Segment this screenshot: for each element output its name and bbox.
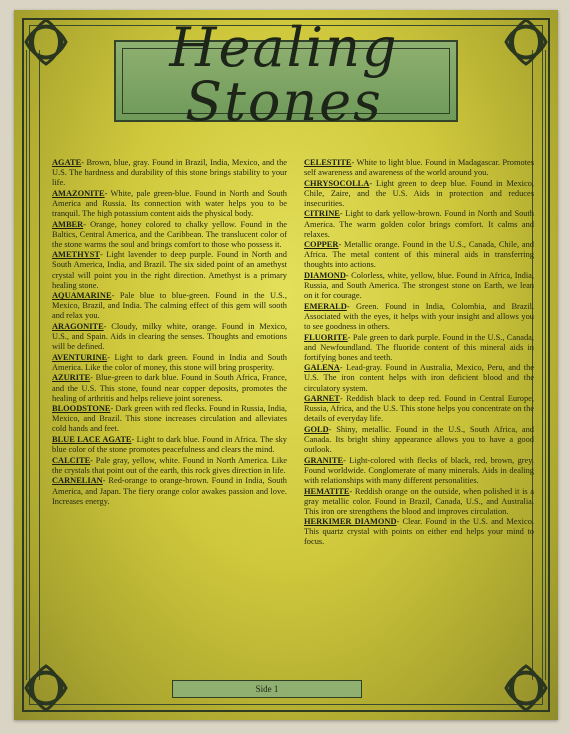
stone-name: GARNET [304,394,340,404]
stone-entry [52,435,287,455]
stone-description: - Cloudy, milky white, orange. Found in Mexico, U.S., and Spain. Aids in clearing the senses. Thoughts and emotions will be defined. [52,322,287,352]
stone-name: BLOODSTONE [52,404,111,414]
stone-entry [304,456,534,486]
stone-entry [52,189,287,219]
stone-description: - Lead-gray. Found in Australia, Mexico, Peru, and the U.S. The iron content helps with iron deficient blood and the circulatory system. [304,363,534,393]
celtic-knot-corner-icon [18,14,74,70]
stone-name: AMAZONITE [52,188,105,198]
stone-name: CHRYSOCOLLA [304,178,370,188]
stone-description: - Light green to deep blue. Found in Mexico, Chile, Zaire, and the U.S. Aids in protection and reduces insecurities. [304,178,534,208]
stone-entry [52,476,287,506]
stone-entry [304,209,534,239]
stone-description: - Red-orange to orange-brown. Found in India, South America, and Japan. The fiery orange color awakes passion and love. Increases energy. [52,476,287,506]
stone-entry [52,373,287,403]
stone-name: EMERALD [304,301,347,311]
stone-name: HERKIMER DIAMOND [304,517,397,527]
stone-name: GRANITE [304,455,344,465]
stone-entry [52,404,287,434]
page-title-line1: Healing [169,16,399,79]
stone-description: - Orange, honey colored to chalky yellow. Found in the Baltics, Central America, and the Caribbean. The translucent color of the stone warms the soul and brings comfort to those who possess it. [52,219,287,249]
stone-name: AGATE [52,158,82,167]
stone-description: - Dark green with red flecks. Found in Russia, India, Mexico, and Brazil. This stone increases circulation and alleviates cold hands and feet. [52,404,287,434]
stone-description: - Light to dark green. Found in India and South America. Like the color of money, this stone will bring prosperity. [52,352,287,372]
stone-name: GOLD [304,424,329,434]
stone-description: - Light to dark yellow-brown. Found in North and South America. The warm golden color brings comfort. It calms and relaxes. [304,209,534,239]
stone-name: CELESTITE [304,158,352,167]
stone-description: - Reddish black to deep red. Found in Central Europe, Russia, Africa, and the U.S. This stone helps you concentrate on the details of everyday life. [304,394,534,424]
celtic-knot-corner-icon [18,660,74,716]
stone-entry [52,250,287,290]
stone-description: - Light-colored with flecks of black, red, brown, grey. Found worldwide. Conglomerate of many minerals. Aids in dealing with relationships with many different personalities. [304,455,534,485]
stone-description: - White to light blue. Found in Madagascar. Promotes self awareness and awareness of the world around you. [304,158,534,178]
stone-entry [304,487,534,517]
stone-name: AMETHYST [52,250,100,260]
stone-entry [304,179,534,209]
stone-name: AZURITE [52,373,91,383]
stone-description: - Green. Found in India, Colombia, and Brazil. Associated with the eyes, it helps with your insight and allows you to see goodness in others. [304,301,534,331]
stone-entry [52,220,287,250]
stone-name: GALENA [304,363,340,373]
stone-description: - White, pale green-blue. Found in North and South America and Russia. Its connection with water helps you to be tranquil. The high potassium content aids the physical body. [52,188,287,218]
left-knot-band [26,50,40,680]
stone-entry [52,158,287,188]
stone-description: - Pale blue to blue-green. Found in the U.S., Mexico, Brazil, and India. The calming effect of this gem will sooth and relax you. [52,291,287,321]
stone-name: HEMATITE [304,486,350,496]
stone-name: ARAGONITE [52,322,104,331]
right-stone-column [304,158,534,548]
stone-name: DIAMOND [304,271,346,281]
stone-description: - Blue-green to dark blue. Found in South Africa, France, and the U.S. This stone, found near copper deposits, promotes the healing of arthritis and helps relieve joint soreness. [52,373,287,403]
stone-description: - Light lavender to deep purple. Found in North and South America, India, and Brazil. The six sided point of an amethyst crystal will point you in the right direction. Amethyst is a primary healing stone. [52,250,287,290]
stone-name: CALCITE [52,455,91,465]
stone-description: - Pale gray, yellow, white. Found in North America. Like the crystals that point out of the earth, this rock gives direction in life. [52,455,287,475]
stone-name: BLUE LACE AGATE [52,435,132,445]
stone-entry [52,456,287,476]
right-knot-band [532,50,546,680]
healing-stones-chart [14,10,558,720]
stone-entry [304,333,534,363]
stone-entry [304,158,534,178]
stone-entry [304,517,534,547]
stone-name: AQUAMARINE [52,291,112,301]
stone-name: FLUORITE [304,332,348,342]
stone-description: - Pale green to dark purple. Found in the U.S., Canada, and Newfoundland. The fluoride content of this mineral aids in fortifying bones and teeth. [304,332,534,362]
stone-entry [52,291,287,321]
stone-description: - Brown, blue, gray. Found in Brazil, India, Mexico, and the U.S. The hardness and durability of this stone brings stability to your life. [52,158,287,188]
stone-entry [304,302,534,332]
stone-description: - Clear. Found in the U.S. and Mexico. This quartz crystal with points on either end helps your mind to focus. [304,517,534,547]
stone-description: - Metallic orange. Found in the U.S., Canada, Chile, and Africa. The metal content of this mineral aids in transferring thoughts into actions. [304,240,534,270]
stone-name: CITRINE [304,209,340,219]
stone-description: - Reddish orange on the outside, when polished it is a gray metallic color. Found in Brazil, Canada, U.S., and Australia. This iron ore strengthens the blood and improves circulation. [304,486,534,516]
stone-description: - Light to dark blue. Found in Africa. The sky blue color of the stone promotes peacefulness and clears the mind. [52,435,287,455]
celtic-knot-corner-icon [498,14,554,70]
stone-entry [304,425,534,455]
stone-description: - Colorless, white, yellow, blue. Found in Africa, India, Russia, and South America. The strongest stone on Earth, we lean on it for courage. [304,271,534,301]
stone-name: AVENTURINE [52,352,108,362]
stone-entry [304,363,534,393]
stone-name: CARNELIAN [52,476,103,486]
stone-name: COPPER [304,240,339,250]
stone-entry [304,394,534,424]
stone-entry [304,271,534,301]
stone-entry [304,240,534,270]
stone-name: AMBER [52,219,84,229]
page-title-line2: Stones [185,70,383,133]
stone-description: - Shiny, metallic. Found in the U.S., South Africa, and Canada. Its bright shiny appearance allows you to have a good outlook. [304,424,534,455]
left-stone-column [52,158,287,507]
side-label: Side 1 [172,680,362,698]
celtic-knot-corner-icon [498,660,554,716]
stone-entry [52,322,287,352]
stone-entry [52,353,287,373]
